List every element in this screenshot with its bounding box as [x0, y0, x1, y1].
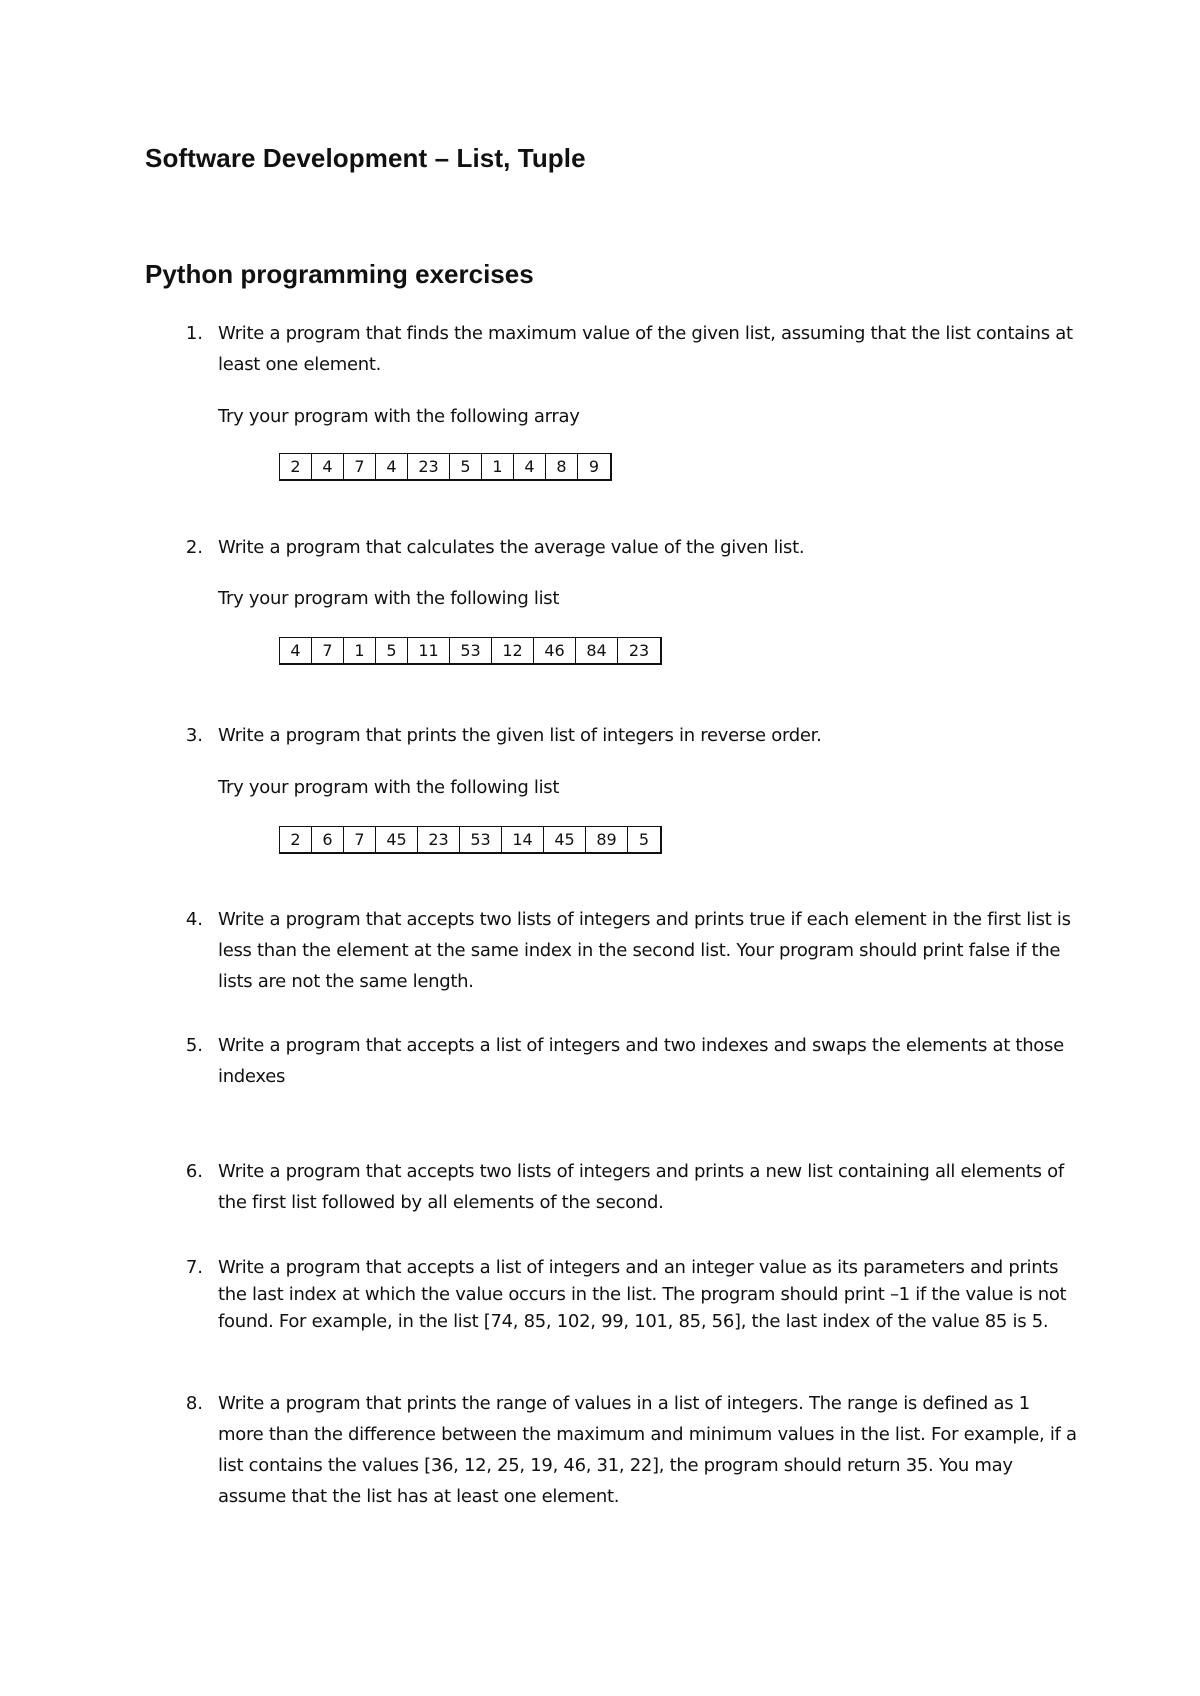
array-table-3	[279, 826, 662, 854]
array-cell: 1	[344, 638, 376, 665]
exercise-number: 5.	[185, 1035, 203, 1056]
array-cell: 2	[280, 827, 312, 854]
array-cell: 12	[492, 638, 534, 665]
array-cell: 4	[280, 638, 312, 665]
array-cell: 6	[312, 827, 344, 854]
exercise-number: 2.	[185, 537, 203, 558]
array-cell: 23	[418, 827, 460, 854]
exercise-text: Write a program that accepts two lists of integers and prints true if each element in the first list is less than the element at the same index in the second list. Your program should print false if the lists are not the same length.	[218, 909, 1071, 992]
try-text: Try your program with the following list	[218, 588, 560, 609]
array-cell: 9	[578, 454, 612, 481]
exercise-text: Write a program that prints the range of values in a list of integers. The range is defined as 1 more than the difference between the maximum and minimum values in the list. For example, if a list contains the values [36, 12, 25, 19, 46, 31, 22], the program should return 35. You may assume that the list has at least one element.	[218, 1393, 1077, 1507]
array-cell: 53	[460, 827, 502, 854]
array-cell: 11	[408, 638, 450, 665]
exercise-number: 6.	[185, 1161, 203, 1182]
array-cell: 1	[482, 454, 514, 481]
array-cell: 84	[576, 638, 618, 665]
array-cell: 45	[544, 827, 586, 854]
array-cell: 46	[534, 638, 576, 665]
array-cell: 14	[502, 827, 544, 854]
array-cell: 2	[280, 454, 312, 481]
array-cell: 4	[312, 454, 344, 481]
exercise-text: Write a program that accepts two lists of integers and prints a new list containing all elements of the first list followed by all elements of the second.	[218, 1161, 1064, 1213]
exercise-text: Write a program that accepts a list of integers and two indexes and swaps the elements at those indexes	[218, 1035, 1064, 1087]
try-text: Try your program with the following array	[218, 406, 580, 427]
array-cell: 5	[450, 454, 482, 481]
exercise-text: Write a program that finds the maximum value of the given list, assuming that the list contains at least one element.	[218, 323, 1073, 375]
array-cell: 7	[344, 827, 376, 854]
exercise-number: 7.	[185, 1257, 203, 1278]
array-cell: 7	[344, 454, 376, 481]
array-table-2	[279, 637, 662, 665]
array-cell: 23	[618, 638, 662, 665]
array-cell: 4	[376, 454, 408, 481]
array-cell: 89	[586, 827, 628, 854]
exercise-text: Write a program that prints the given list of integers in reverse order.	[218, 725, 822, 746]
exercise-text: Write a program that calculates the average value of the given list.	[218, 537, 805, 558]
array-cell: 45	[376, 827, 418, 854]
exercise-text: Write a program that accepts a list of integers and an integer value as its parameters and prints the last index at which the value occurs in the list. The program should print –1 if the value is not found. For example, in the list [74, 85, 102, 99, 101, 85, 56], the last index of the value 85 is 5.	[218, 1257, 1067, 1332]
array-cell: 7	[312, 638, 344, 665]
array-cell: 5	[376, 638, 408, 665]
array-cell: 4	[514, 454, 546, 481]
array-cell: 5	[628, 827, 662, 854]
array-cell: 53	[450, 638, 492, 665]
exercise-number: 4.	[185, 909, 203, 930]
exercise-number: 1.	[185, 323, 203, 344]
array-cell: 23	[408, 454, 450, 481]
section-heading: Python programming exercises	[145, 259, 534, 289]
exercise-number: 3.	[185, 725, 203, 746]
exercise-number: 8.	[185, 1393, 203, 1414]
array-cell: 8	[546, 454, 578, 481]
try-text: Try your program with the following list	[218, 777, 560, 798]
page-title: Software Development – List, Tuple	[145, 143, 586, 173]
array-table-1	[279, 453, 612, 481]
